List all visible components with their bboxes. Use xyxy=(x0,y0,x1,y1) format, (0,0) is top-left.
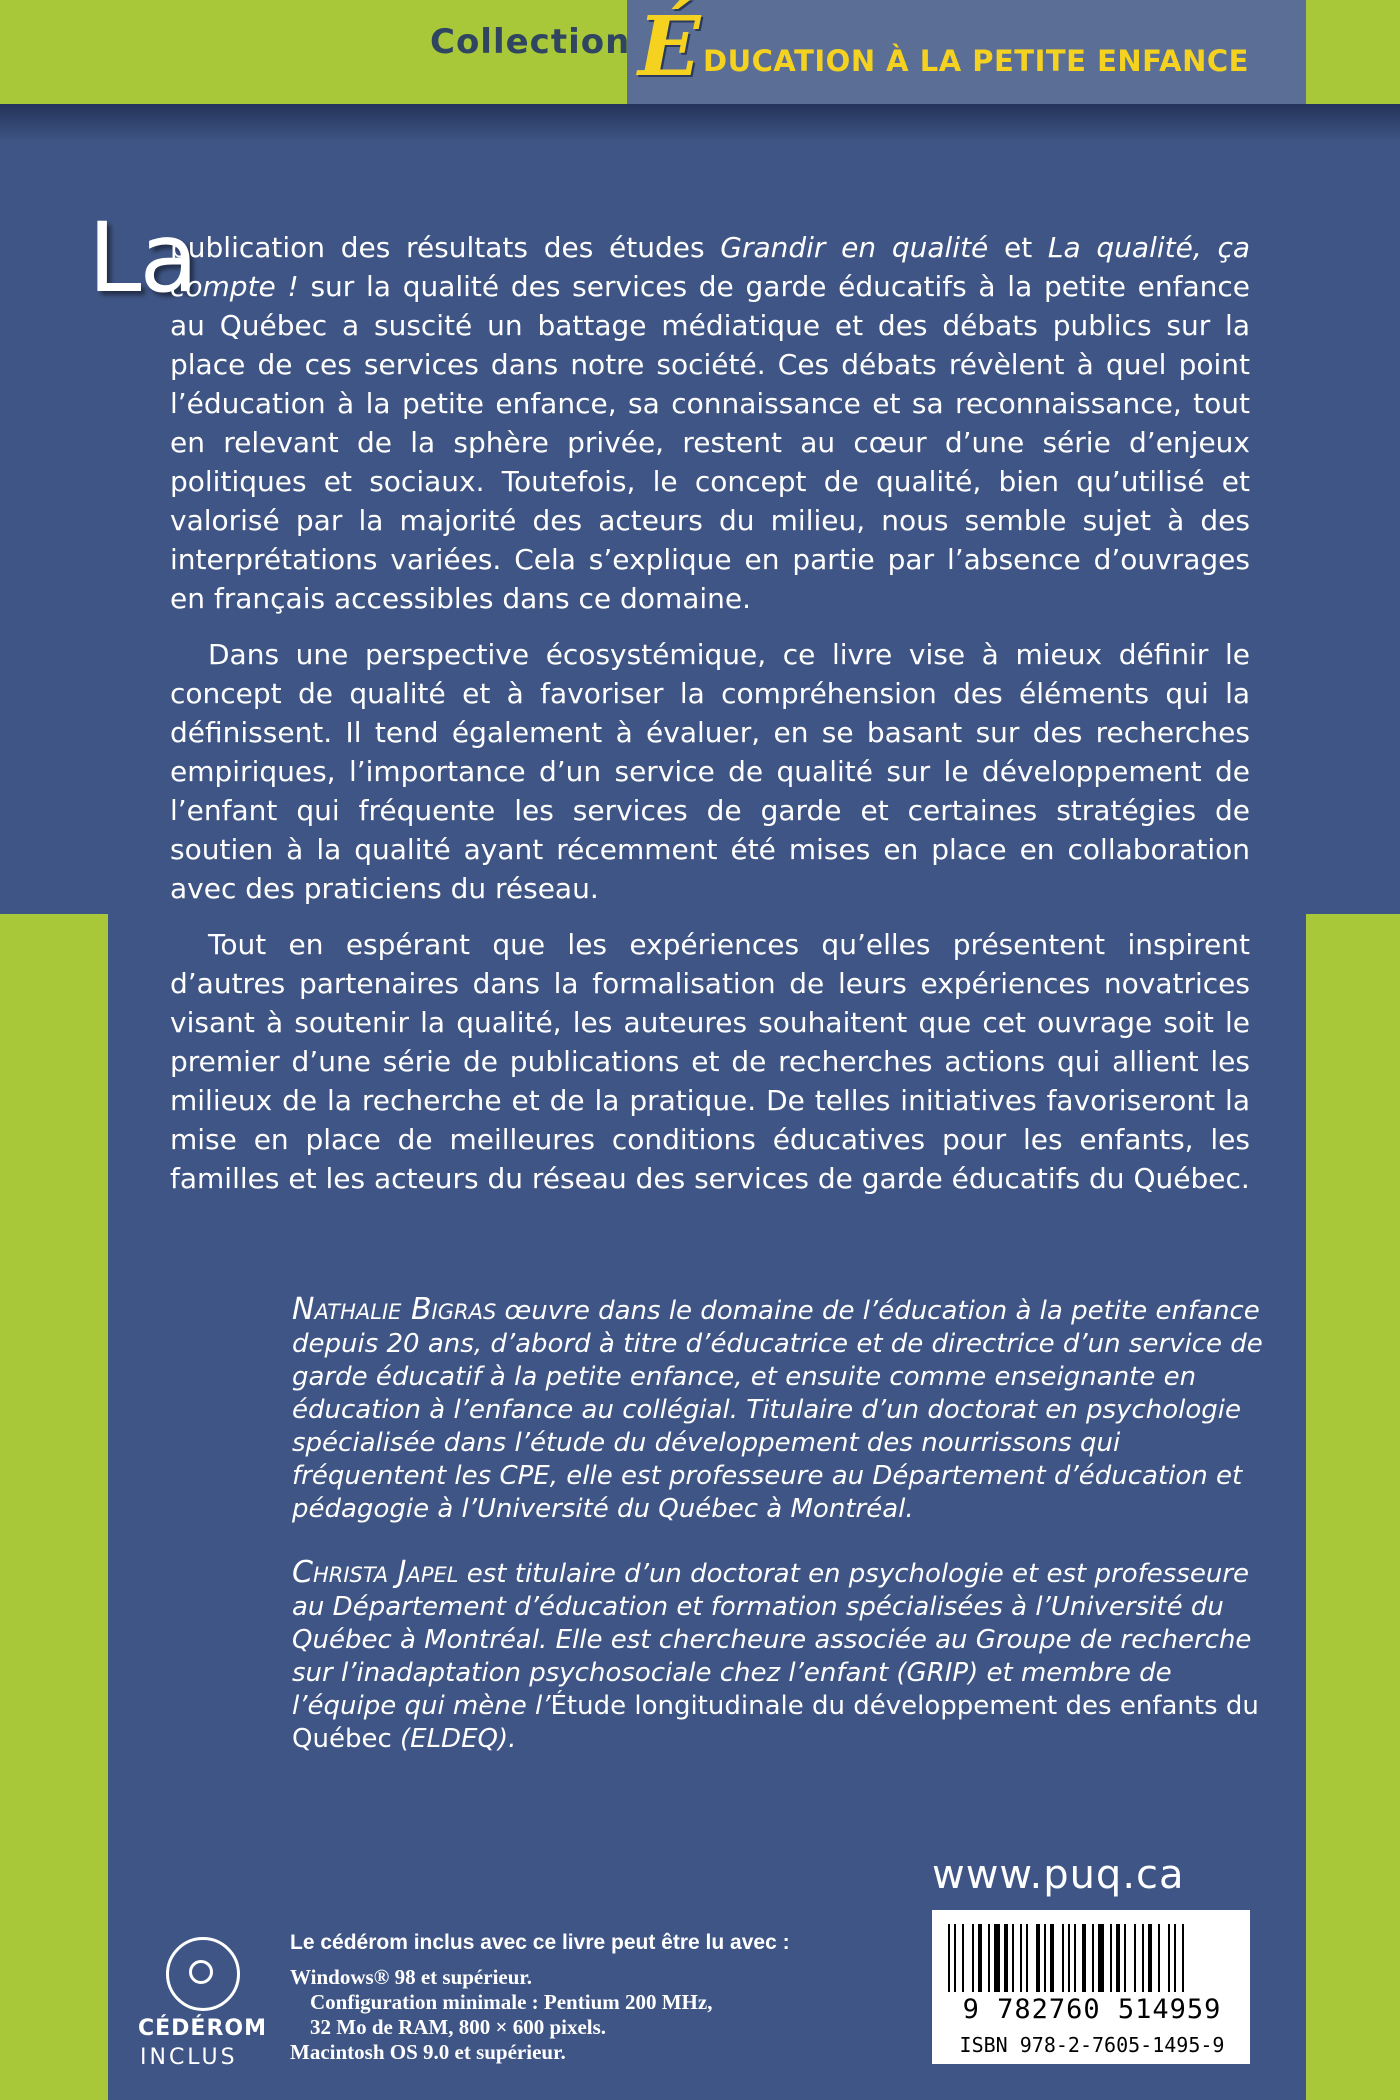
description-paragraph-3: Tout en espérant que les expériences qu’elles présentent inspirent d’autres partenaires dans la formalisation de leurs expériences novatrices visant à soutenir la qualité, les auteures souhaitent que cet ouvrage soit le premier d’une série de publications et de recherches actions qui allient les milieux de la recherche et de la pratique. De telles initiatives favoriseront la mise en place de meilleures conditions éducatives pour les enfants, les familles et les acteurs du réseau des services de garde éducatifs du Québec. xyxy=(170,928,1250,1195)
p1-text-a: publication des résultats des études xyxy=(170,231,721,264)
study-abbreviation: (ELDEQ) xyxy=(391,1724,509,1754)
publisher-website-link[interactable]: www.puq.ca xyxy=(932,1852,1185,1898)
book-description xyxy=(170,228,1250,1215)
requirement-mac: Macintosh OS 9.0 et supérieur. xyxy=(290,2040,566,2064)
author-bio-2-text: est titulaire d’un doctorat en psychologie et est professeure au Département d’éducation et formation spécialisées à l’Université du Québec à Montréal. Elle est chercheure associée au Groupe de recherche sur l’inadaptation psychosociale chez l’enfant (GRIP) et membre de l’équipe qui mène l’ xyxy=(292,1559,1252,1721)
barcode-digits: 9 782760 514959 xyxy=(962,1994,1222,2025)
p1-text-c: sur la qualité des services de garde éducatifs à la petite enfance au Québec a suscité un battage médiatique et des débats publics sur la place de ces services dans notre société. Ces débats révèlent à quel point l’éducation à la petite enfance, sa connaissance et sa reconnaissance, tout en relevant de la sphère privée, restent au cœur d’une série d’enjeux politiques et sociaux. Toutefois, le concept de qualité, bien qu’utilisé et valorisé par la majorité des acteurs du milieu, nous semble sujet à des interprétations variées. Cela s’explique en partie par l’absence d’ouvrages en français accessibles dans ce domaine. xyxy=(170,270,1250,615)
isbn-barcode xyxy=(932,1910,1250,2064)
requirements-intro: Le cédérom inclus avec ce livre peut être lu avec : xyxy=(290,1931,790,1954)
book-title-2: La qualité, ça compte ! xyxy=(170,231,1250,303)
barcode-bars xyxy=(932,1910,1250,2000)
cd-hole-icon xyxy=(189,1960,213,1984)
collection-label: Collection xyxy=(430,22,631,62)
author-name-2: Christa Japel xyxy=(292,1555,459,1590)
author-bio-2 xyxy=(292,1556,1272,1756)
side-green-bar-right xyxy=(1306,914,1400,2100)
system-requirements xyxy=(290,1930,790,2065)
requirement-config-2: 32 Mo de RAM, 800 × 600 pixels. xyxy=(310,2015,607,2039)
author-name-1: Nathalie Bigras xyxy=(292,1292,497,1327)
book-title-1: Grandir en qualité xyxy=(720,231,989,264)
series-title: DUCATION À LA PETITE ENFANCE xyxy=(703,44,1249,78)
drop-cap: La xyxy=(88,202,197,314)
side-green-bar-left xyxy=(0,914,108,2100)
cdrom-included-label: INCLUS xyxy=(140,2045,238,2070)
description-paragraph-1 xyxy=(170,228,1250,618)
series-initial-letter: É xyxy=(638,0,701,95)
header-green-band-right xyxy=(1306,0,1400,104)
study-title: Étude longitudinale du développement des enfants du Québec xyxy=(292,1691,1259,1754)
p1-text-b: et xyxy=(988,231,1048,264)
cdrom-label: CÉDÉROM xyxy=(138,2016,267,2041)
author-bio-1 xyxy=(292,1293,1272,1526)
author-bios xyxy=(292,1293,1272,1786)
requirement-windows: Windows® 98 et supérieur. xyxy=(290,1965,533,1989)
author-bio-1-text: œuvre dans le domaine de l’éducation à la petite enfance depuis 20 ans, d’abord à titre d’éducatrice et de directrice d’un service de garde éducatif à la petite enfance, et ensuite comme enseignante en éducation à l’enfance au collégial. Titulaire d’un doctorat en psychologie spécialisée dans l’étude du développement des nourrissons qui fréquentent les CPE, elle est professeure au Département d’éducation et pédagogie à l’Université du Québec à Montréal. xyxy=(292,1296,1263,1524)
description-paragraph-2: Dans une perspective écosystémique, ce livre vise à mieux définir le concept de qualité et à favoriser la compréhension des éléments qui la définissent. Il tend également à évaluer, en se basant sur des recherches empiriques, l’importance d’un service de qualité sur le développement de l’enfant qui fréquente les services de garde et certaines stratégies de soutien à la qualité ayant récemment été mises en place en collaboration avec des praticiens du réseau. xyxy=(170,638,1250,905)
isbn-number: ISBN 978-2-7605-1495-9 xyxy=(959,2033,1225,2057)
requirement-config-1: Configuration minimale : Pentium 200 MHz, xyxy=(310,1990,713,2014)
header-shadow xyxy=(0,104,1400,142)
author-bio-2-end: . xyxy=(508,1724,517,1754)
